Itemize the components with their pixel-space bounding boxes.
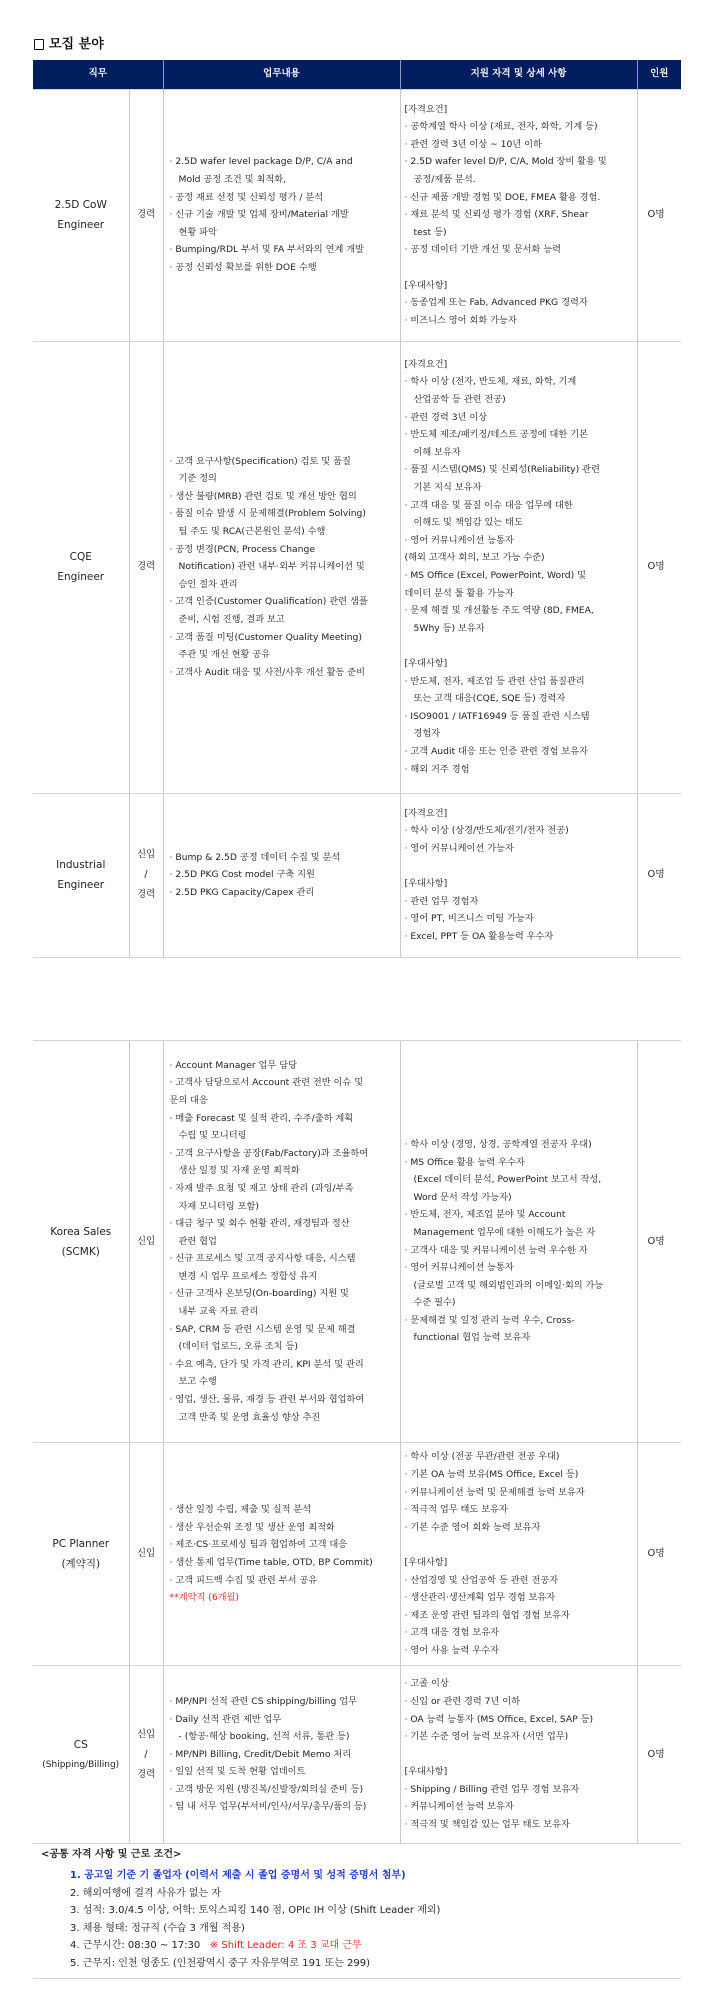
employment-type-cell xyxy=(129,1666,163,1844)
role-name: Engineer xyxy=(57,571,105,583)
list-item: · 영어 PT, 비즈니스 미팅 가능자 xyxy=(404,913,534,925)
list-item: · 생산 불량(MRB) 관련 검토 및 개선 방안 협의 xyxy=(169,490,357,502)
role-name: CQE xyxy=(69,551,92,563)
list-item: · 공정 변경(PCN, Process Change xyxy=(169,543,315,555)
list-item: 기준 정의 xyxy=(178,473,217,485)
list-item: · 재료 분석 및 신뢰성 평가 경험 (XRF, Shear xyxy=(404,209,589,221)
list-item: · 적극적 및 책임감 있는 업무 태도 보유자 xyxy=(404,1819,570,1831)
list-item: · 학사 이상 (상경/반도체/전기/전자 전공) xyxy=(404,825,569,837)
list-item: · 고객 대응 및 품질 이슈 대응 업무에 대한 xyxy=(404,499,573,511)
table-row xyxy=(33,1041,681,1443)
list-item: (데이터 업로드, 오류 조치 등) xyxy=(178,1341,298,1353)
condition-text: 3. 채용 형태: 정규직 (수습 3 개월 적용) xyxy=(70,1922,245,1934)
header-duties: 업무내용 xyxy=(163,60,400,89)
duties-cell xyxy=(163,793,400,957)
headcount-cell: O명 xyxy=(637,89,681,341)
list-item: · 산업경영 및 산업공학 등 관련 전공자 xyxy=(404,1574,559,1586)
employment-type-cell xyxy=(129,89,163,341)
role-cell xyxy=(33,1666,129,1844)
list-item: 경험자 xyxy=(413,728,441,740)
table-row xyxy=(33,341,681,793)
employment-type: 경력 xyxy=(136,1768,156,1780)
list-item: · 신규 기술 개발 및 업체 장비/Material 개발 xyxy=(169,209,349,221)
table-row xyxy=(33,89,681,341)
common-conditions xyxy=(33,1843,681,1979)
shift-leader-note: ※ Shift Leader: 4 조 3 교대 근무 xyxy=(200,1940,362,1951)
list-item: · 생산관리·생산계획 업무 경험 보유자 xyxy=(404,1592,556,1604)
list-item: 관련 협업 xyxy=(178,1235,217,1247)
list-item: 이해 보유자 xyxy=(413,446,461,458)
list-item: · Shipping / Billing 관련 업무 경험 보유자 xyxy=(404,1783,580,1795)
list-item: 기본 지식 보유자 xyxy=(413,482,482,494)
list-item: 준비, 시험 진행, 결과 보고 xyxy=(178,613,285,625)
list-item: · 생산 통제 업무(Time table, OTD, BP Commit) xyxy=(169,1557,373,1568)
list-item: · 고졸 이상 xyxy=(404,1678,449,1690)
list-item: 현황 파악 xyxy=(178,226,217,238)
qualifications-cell xyxy=(400,89,637,341)
duties-cell xyxy=(163,89,400,341)
list-item: · Daily 선적 관련 제반 업무 xyxy=(169,1713,282,1725)
list-item: · 팀 내 서무 업무(부서비/인사/서무/총무/품의 등) xyxy=(169,1801,367,1813)
list-item: 자재 모니터링 포함) xyxy=(178,1200,259,1212)
condition-item xyxy=(33,1902,681,1920)
list-item: · Bump & 2.5D 공정 데이터 수집 및 분석 xyxy=(169,851,341,863)
employment-type: 경력 xyxy=(136,209,156,220)
table-row xyxy=(33,1443,681,1666)
list-item: · Excel, PPT 등 OA 활용능력 우수자 xyxy=(404,930,554,942)
list-item: · 고객 대응 경험 보유자 xyxy=(404,1627,499,1639)
list-item: 산업공학 등 관련 전공) xyxy=(413,394,506,406)
list-item: 이해도 및 책임감 있는 태도 xyxy=(413,517,523,529)
table-row xyxy=(33,1666,681,1844)
role-cell xyxy=(33,89,129,341)
list-item: · 문제해결 및 일정 관리 능력 우수, Cross- xyxy=(404,1314,575,1326)
condition-text: 3. 성적: 3.0/4.5 이상, 어학: 토익스피킹 140 점, OPIc IH 이상 (Shift Leader 제외) xyxy=(70,1905,441,1916)
qualifications-cell xyxy=(400,341,637,793)
list-item: [자격요건] xyxy=(404,807,448,819)
list-item: · 공정 데이터 기반 개선 및 문서화 능력 xyxy=(404,244,562,256)
list-item: · 커뮤니케이션 능력 및 문제해결 능력 보유자 xyxy=(404,1486,585,1498)
list-item: · 고객 Audit 대응 또는 인증 관련 경험 보유자 xyxy=(404,745,589,757)
list-item: · 고객 품질 미팅(Customer Quality Meeting) xyxy=(169,631,362,643)
list-item: · 관련 경력 3년 이상 xyxy=(404,411,488,423)
condition-item xyxy=(33,1937,681,1955)
duties-cell xyxy=(163,1041,400,1443)
role-name: (계약직) xyxy=(61,1558,101,1570)
recruitment-table-part-1 xyxy=(33,60,681,958)
list-item: · 반도체, 전자, 제조업 분야 및 Account xyxy=(404,1209,566,1221)
qualifications-cell xyxy=(400,1666,637,1844)
role-name: Korea Sales xyxy=(50,1225,112,1238)
list-item: · 관련 경력 3년 이상 ~ 10년 이하 xyxy=(404,138,542,150)
header-role: 직무 xyxy=(33,60,163,89)
list-item: · 학사 이상 (경영, 상경, 공학계열 전공자 우대) xyxy=(404,1138,592,1150)
list-item: · 2.5D PKG Cost model 구축 지원 xyxy=(169,869,315,881)
list-item: 변경 시 업무 프로세스 정합성 유지 xyxy=(178,1270,318,1282)
list-item: · 2.5D wafer level D/P, C/A, Mold 장비 활용 및 xyxy=(404,156,607,168)
list-item: 문의 대응 xyxy=(169,1094,208,1106)
employment-type-cell xyxy=(129,1443,163,1666)
employment-type-cell xyxy=(129,793,163,957)
list-item: [우대사항] xyxy=(404,878,448,889)
list-item: · 관련 업무 경험자 xyxy=(404,895,479,907)
list-item: [우대사항] xyxy=(404,1766,448,1778)
condition-item xyxy=(33,1955,681,1973)
header-headcount: 인원 xyxy=(637,60,681,89)
role-name: Industrial xyxy=(56,859,106,871)
headcount-cell: O명 xyxy=(637,1443,681,1666)
list-item: · 기본 수준 영어 능력 보유자 (서면 업무) xyxy=(404,1731,569,1743)
list-item: · 영어 사용 능력 우수자 xyxy=(404,1644,499,1656)
role-cell xyxy=(33,793,129,957)
list-item: · 고객 요구사항을 공장(Fab/Factory)과 조율하여 xyxy=(169,1147,369,1159)
duties-cell xyxy=(163,1443,400,1666)
employment-type: 신입 xyxy=(136,849,156,860)
list-item: test 등) xyxy=(413,226,447,238)
role-name: Engineer xyxy=(57,219,105,231)
list-item: · 학사 이상 (전자, 반도체, 재료, 화학, 기계 xyxy=(404,376,577,388)
role-cell xyxy=(33,1041,129,1443)
condition-text: 4. 근무시간: 08:30 ~ 17:30 xyxy=(70,1940,201,1951)
list-item: · 영어 커뮤니케이션 가능자 xyxy=(404,842,514,854)
condition-text: 5. 근무지: 인천 영종도 (인천광역시 중구 자유무역로 191 또는 299) xyxy=(70,1957,371,1969)
qualifications-cell xyxy=(400,793,637,957)
condition-item xyxy=(33,1920,681,1938)
qualifications-cell xyxy=(400,1443,637,1666)
list-item: 주관 및 개선 현황 공유 xyxy=(178,649,271,661)
list-item: · 생산 우선순위 조정 및 생산 운영 최적화 xyxy=(169,1521,335,1533)
list-item: Word 문서 작성 가능자) xyxy=(413,1191,512,1203)
table-header xyxy=(33,60,681,89)
list-item: · 공학계열 학사 이상 (재료, 전자, 화학, 기계 등) xyxy=(404,121,598,133)
condition-item xyxy=(33,1885,681,1903)
duties-cell xyxy=(163,1666,400,1844)
role-name: CS xyxy=(73,1738,88,1751)
list-item: · 반도체 제조/패키징/테스트 공정에 대한 기본 xyxy=(404,429,588,441)
role-name: (Shipping/Billing) xyxy=(42,1759,120,1770)
recruitment-table-part-2 xyxy=(33,1040,681,1844)
employment-type: 신입 xyxy=(136,1235,156,1247)
employment-type: 신입 xyxy=(136,1548,156,1559)
list-item: · 커뮤니케이션 능력 보유자 xyxy=(404,1801,514,1813)
list-item: · 수요 예측, 단가 및 가격 관리, KPI 분석 및 관리 xyxy=(169,1358,364,1370)
employment-type: 경력 xyxy=(136,889,156,900)
list-item: [우대사항] xyxy=(404,657,448,669)
employment-type-cell xyxy=(129,341,163,793)
spacer xyxy=(405,1536,634,1554)
list-item: - (항공·해상 booking, 선적 서류, 통관 등) xyxy=(178,1731,350,1743)
list-item: · 적극적 업무 태도 보유자 xyxy=(404,1504,508,1516)
employment-type-cell xyxy=(129,1041,163,1443)
headcount-cell: O명 xyxy=(637,793,681,957)
list-item: · 학사 이상 (전공 무관/관련 전공 우대) xyxy=(404,1451,560,1463)
list-item: Notification) 관련 내부·외부 커뮤니케이션 및 xyxy=(178,561,365,573)
list-item: 팀 주도 및 RCA(근본원인 분석) 수행 xyxy=(178,526,326,538)
list-item: Mold 공정 조건 및 최적화, xyxy=(178,174,287,186)
list-item: 승인 절차 관리 xyxy=(178,578,238,590)
list-item: 수준 필수) xyxy=(413,1297,456,1309)
list-item: · 해외 거주 경험 xyxy=(404,763,470,775)
list-item: · 매출 Forecast 및 실적 관리, 수주/출하 계획 xyxy=(169,1112,354,1124)
list-item: · 고객 피드백 수집 및 관련 부서 공유 xyxy=(169,1574,318,1586)
list-item: · 신규 제품 개발 경험 및 DOE, FMEA 활용 경험. xyxy=(404,191,601,203)
list-item: · MP/NPI 선적 관련 CS shipping/billing 업무 xyxy=(169,1695,357,1707)
list-item: · 영어 커뮤니케이션 능통자 xyxy=(404,1262,514,1274)
list-item: · OA 능력 능통자 (MS Office, Excel, SAP 등) xyxy=(404,1713,594,1725)
list-item: · 생산 일정 수립, 제출 및 실적 분석 xyxy=(169,1504,312,1516)
employment-type: / xyxy=(144,1748,148,1760)
duties-cell xyxy=(163,341,400,793)
list-item: · 제조·CS·프로세싱 팀과 협업하여 고객 대응 xyxy=(169,1539,348,1551)
headcount-cell: O명 xyxy=(637,1041,681,1443)
table-row xyxy=(33,793,681,957)
list-item: · 일일 선적 및 도착 현황 업데이트 xyxy=(169,1766,306,1778)
list-item: Management 업무에 대한 이해도가 높은 자 xyxy=(413,1226,596,1238)
list-item: · 공정 재료 선정 및 신뢰성 평가 / 분석 xyxy=(169,191,324,203)
list-item: 보고 수행 xyxy=(178,1376,217,1388)
list-item: · 고객사 담당으로서 Account 관련 전반 이슈 및 xyxy=(169,1077,364,1089)
list-item: · SAP, CRM 등 관련 시스템 운영 및 문제 해결 xyxy=(169,1323,356,1335)
list-item: · 2.5D wafer level package D/P, C/A and xyxy=(169,156,353,168)
list-item: · 영업, 생산, 물류, 재경 등 관련 부서와 협업하여 xyxy=(169,1394,365,1406)
list-item: · 신입 or 관련 경력 7년 이하 xyxy=(404,1695,521,1707)
qualifications-cell xyxy=(400,1041,637,1443)
list-item: · 제조 운영 관련 팀과의 협업 경험 보유자 xyxy=(404,1609,570,1621)
spacer xyxy=(405,857,634,875)
headcount-cell: O명 xyxy=(637,1666,681,1844)
list-item: · 신규 고객사 온보딩(On-boarding) 지원 및 xyxy=(169,1288,349,1300)
spacer xyxy=(405,1746,634,1764)
headcount-cell: O명 xyxy=(637,341,681,793)
list-item: 데이터 분석 툴 활용 가능자 xyxy=(404,587,514,599)
list-item: [우대사항] xyxy=(404,1557,448,1568)
list-item: (Excel 데이터 분석, PowerPoint 보고서 작성, xyxy=(413,1174,602,1186)
list-item: · 반도체, 전자, 제조업 등 관련 산업 품질관리 xyxy=(404,675,585,687)
list-item: · 자재 발주 요청 및 재고 상태 관리 (과잉/부족 xyxy=(169,1182,354,1194)
list-item: · 품질 시스템(QMS) 및 신뢰성(Reliability) 관련 xyxy=(404,464,600,476)
role-cell xyxy=(33,1443,129,1666)
list-item: functional 협업 능력 보유자 xyxy=(413,1332,531,1344)
list-item: · ISO9001 / IATF16949 등 품질 관련 시스템 xyxy=(404,710,590,722)
condition-item xyxy=(33,1867,681,1885)
spacer xyxy=(405,637,634,655)
list-item: · 기본 수준 영어 회화 능력 보유자 xyxy=(404,1521,541,1533)
list-item: · 2.5D PKG Capacity/Capex 관리 xyxy=(169,886,315,898)
list-item: 생산 일정 및 자재 운영 최적화 xyxy=(178,1165,300,1177)
list-item: · 고객사 Audit 대응 및 사전/사후 개선 활동 준비 xyxy=(169,666,365,678)
list-item: · MS Office (Excel, PowerPoint, Word) 및 xyxy=(404,570,586,581)
list-item: · MP/NPI Billing, Credit/Debit Memo 처리 xyxy=(169,1748,352,1760)
list-item: · Account Manager 업무 담당 xyxy=(169,1059,297,1071)
list-item: 5Why 등) 보유자 xyxy=(413,622,485,634)
list-item: · 품질 이슈 발생 시 문제해결(Problem Solving) xyxy=(169,508,366,520)
list-item: · 대금 청구 및 회수 현황 관리, 재경팀과 정산 xyxy=(169,1218,350,1230)
condition-text: 1. 공고일 기준 기 졸업자 (이력서 제출 시 졸업 증명서 및 성적 증명서 첨부) xyxy=(70,1870,406,1881)
list-item: **계약직 (6개월) xyxy=(169,1592,239,1604)
list-item: · 고객 요구사항(Specification) 검토 및 품질 xyxy=(169,455,351,467)
checkbox-square-icon xyxy=(34,39,44,50)
list-item: · 기본 OA 능력 보유(MS Office, Excel 등) xyxy=(404,1469,579,1481)
condition-text: 2. 해외여행에 결격 사유가 없는 자 xyxy=(70,1887,222,1899)
list-item: · 고객사 대응 및 커뮤니케이션 능력 우수한 자 xyxy=(404,1244,588,1256)
list-item: · 비즈니스 영어 회화 가능자 xyxy=(404,314,517,326)
role-name: PC Planner xyxy=(52,1538,110,1550)
list-item: (글로벌 고객 및 해외법인과의 이메일·회의 가능 xyxy=(413,1279,604,1291)
list-item: · 공정 신뢰성 확보를 위한 DOE 수행 xyxy=(169,261,317,273)
list-item: (해외 고객사 회의, 보고 가능 수준) xyxy=(404,552,545,564)
list-item: · MS Office 활용 능력 우수자 xyxy=(404,1156,525,1168)
list-item: [우대사항] xyxy=(404,279,448,291)
list-item: 공정/제품 분석. xyxy=(413,174,476,186)
list-item: · 고객 인증(Customer Qualification) 관련 샘플 xyxy=(169,596,368,608)
list-item: [자격요건] xyxy=(404,103,448,115)
list-item: · 영어 커뮤니케이션 능통자 xyxy=(404,534,514,546)
list-item: 내부 교육 자료 관리 xyxy=(178,1306,259,1318)
role-name: Engineer xyxy=(57,879,105,891)
spacer xyxy=(405,259,634,277)
list-item: · Bumping/RDL 부서 및 FA 부서와의 연계 개발 xyxy=(169,244,365,256)
role-name: (SCMK) xyxy=(61,1245,100,1258)
section-title xyxy=(34,36,104,54)
employment-type: 신입 xyxy=(136,1728,156,1740)
list-item: · 고객 방문 지원 (방진복/신발장/회의실 준비 등) xyxy=(169,1783,364,1795)
role-cell xyxy=(33,341,129,793)
list-item: · 문제 해결 및 개선활동 주도 역량 (8D, FMEA, xyxy=(404,605,594,617)
list-item: 고객 만족 및 운영 효율성 향상 추진 xyxy=(178,1411,321,1423)
employment-type: / xyxy=(144,869,148,880)
section-title-text: 모집 분야 xyxy=(49,37,104,52)
role-name: 2.5D CoW xyxy=(54,199,107,211)
header-qualifications: 지원 자격 및 상세 사항 xyxy=(400,60,637,89)
employment-type: 경력 xyxy=(136,561,156,572)
list-item: [자격요건] xyxy=(404,358,448,370)
common-conditions-title: <공통 자격 사항 및 근로 조건> xyxy=(41,1849,182,1860)
list-item: · 신규 프로세스 및 고객 공지사항 대응, 시스템 xyxy=(169,1253,356,1265)
list-item: · 동종업계 또는 Fab, Advanced PKG 경력자 xyxy=(404,297,588,309)
list-item: 수립 및 모니터링 xyxy=(178,1130,247,1142)
list-item: 또는 고객 대응(CQE, SQE 등) 경력자 xyxy=(413,693,566,705)
